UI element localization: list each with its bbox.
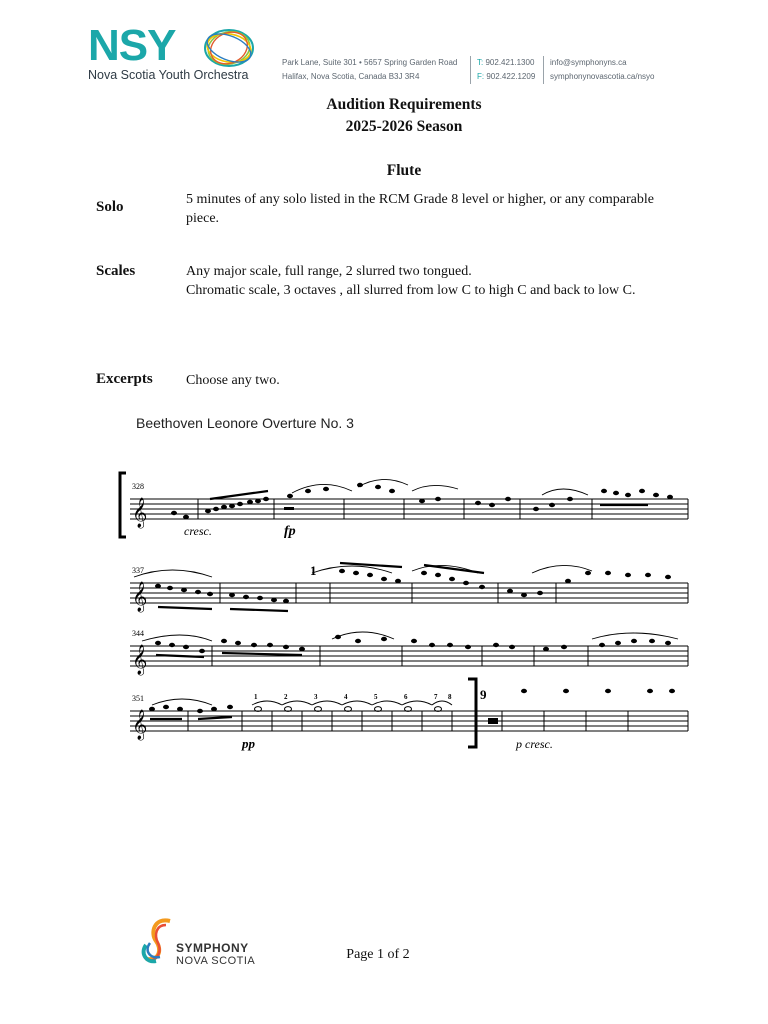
svg-text:𝄞: 𝄞 bbox=[132, 710, 148, 740]
email-address: info@symphonyns.ca bbox=[550, 58, 627, 67]
svg-text:𝄞: 𝄞 bbox=[132, 645, 148, 675]
email-block bbox=[543, 56, 655, 84]
bar-count-2: 2 bbox=[284, 693, 288, 701]
dynamic-pp: pp bbox=[242, 736, 255, 751]
address-block bbox=[282, 56, 457, 84]
measure-number-344: 344 bbox=[132, 629, 144, 638]
doc-title: Audition Requirements bbox=[326, 96, 482, 113]
phone-label: T: bbox=[477, 58, 484, 67]
dynamic-fp: fp bbox=[284, 524, 296, 539]
svg-text:𝄞: 𝄞 bbox=[132, 498, 148, 528]
solo-text: 5 minutes of any solo listed in the RCM Grade 8 level or higher, or any comparable piece. bbox=[186, 192, 654, 226]
dynamic-cresc: cresc. bbox=[184, 524, 212, 538]
phone-block bbox=[470, 56, 535, 84]
bar-count-3: 3 bbox=[314, 693, 318, 701]
symphony-nova-scotia-logo bbox=[140, 915, 280, 975]
measure-number-337: 337 bbox=[132, 566, 144, 575]
excerpt-piece-title: Beethoven Leonore Overture No. 3 bbox=[136, 415, 354, 431]
rest-count-9: 9 bbox=[480, 687, 487, 702]
bar-count-7: 7 bbox=[434, 693, 438, 701]
bar-count-1: 1 bbox=[254, 693, 258, 701]
instrument-title: Flute bbox=[386, 162, 422, 179]
logo-wordmark: NSY bbox=[88, 21, 176, 70]
scales-text bbox=[186, 263, 656, 300]
logo-subtitle: Nova Scotia Youth Orchestra bbox=[88, 68, 249, 82]
excerpts-text: Choose any two. bbox=[186, 373, 280, 388]
page-number: Page 1 of 2 bbox=[346, 947, 410, 962]
bar-count-5: 5 bbox=[374, 693, 378, 701]
solo-label: Solo bbox=[96, 199, 124, 215]
bar-count-6: 6 bbox=[404, 693, 408, 701]
phone-number: 902.421.1300 bbox=[485, 58, 535, 67]
svg-text:𝄞: 𝄞 bbox=[132, 582, 148, 612]
footer-logo-sub: NOVA SCOTIA bbox=[176, 955, 256, 967]
scales-label: Scales bbox=[96, 263, 136, 279]
fax-number: 902.422.1209 bbox=[486, 72, 536, 81]
website-address: symphonynovascotia.ca/nsyo bbox=[550, 72, 655, 81]
scales-line-2: Chromatic scale, 3 octaves , all slurred from low C to high C and back to low C. bbox=[186, 282, 636, 298]
measure-number-351: 351 bbox=[132, 694, 144, 703]
measure-number-328: 328 bbox=[132, 482, 144, 491]
address-line-1: Park Lane, Suite 301 • 5657 Spring Garden Road bbox=[282, 58, 458, 67]
rest-count-1: 1 bbox=[310, 563, 317, 578]
fax-label: F: bbox=[477, 72, 485, 81]
scales-line-1: Any major scale, full range, 2 slurred two tongued. bbox=[186, 264, 472, 279]
nsyo-logo bbox=[88, 21, 260, 84]
footer-logo-name: SYMPHONY bbox=[176, 941, 249, 955]
dynamic-p-cresc: p cresc. bbox=[516, 737, 553, 751]
excerpts-label: Excerpts bbox=[96, 371, 153, 387]
rings-logo-icon bbox=[200, 26, 258, 70]
bar-count-4: 4 bbox=[344, 693, 348, 701]
address-line-2: Halifax, Nova Scotia, Canada B3J 3R4 bbox=[282, 72, 420, 81]
bar-count-8: 8 bbox=[448, 693, 452, 701]
music-score-excerpt bbox=[112, 455, 692, 755]
season-title: 2025-2026 Season bbox=[345, 118, 463, 135]
